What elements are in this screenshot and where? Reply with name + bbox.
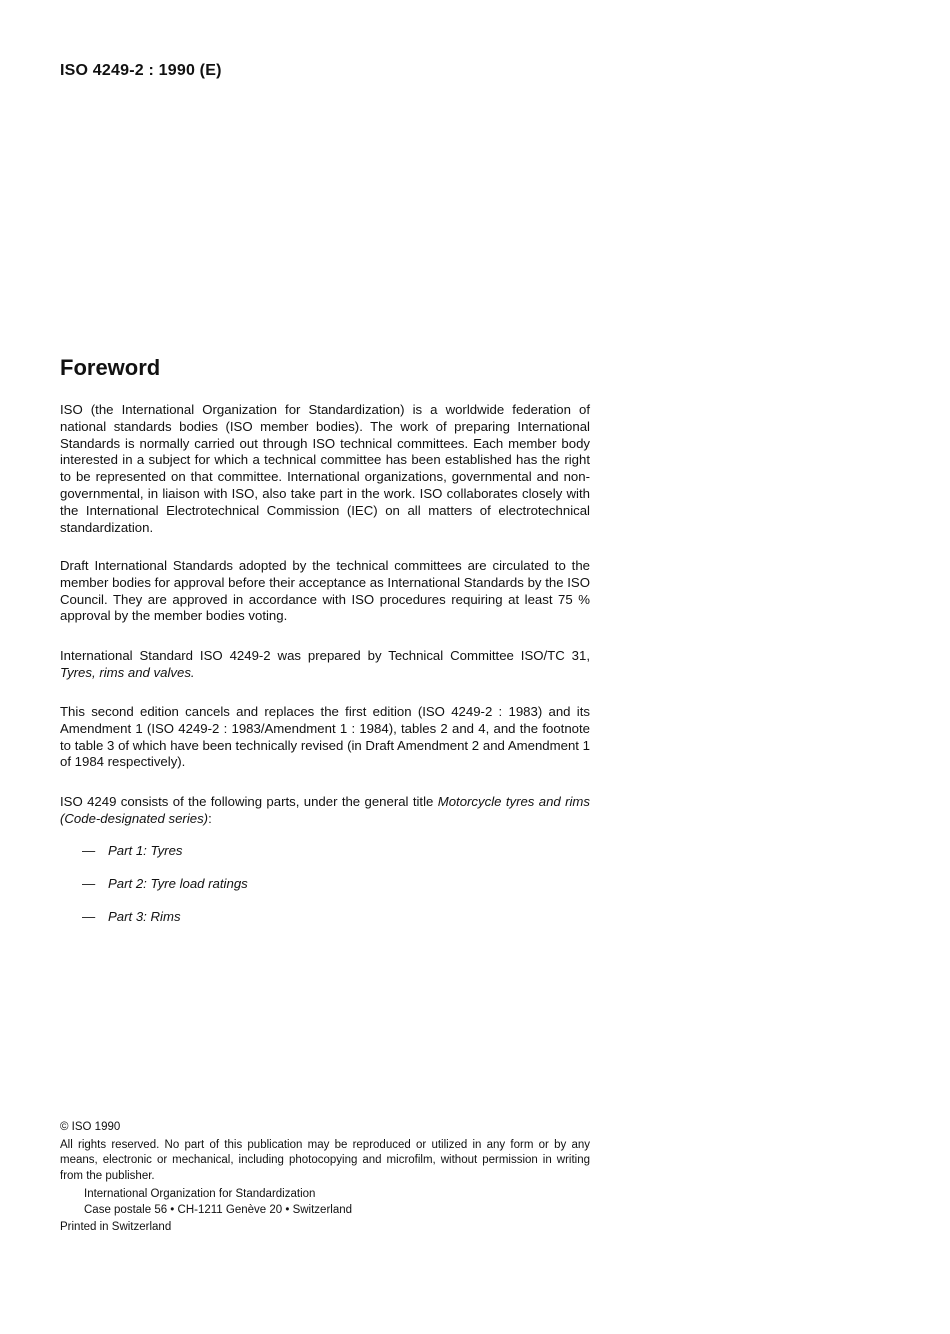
copyright-notice: © ISO 1990	[60, 1121, 121, 1133]
foreword-paragraph-2: Draft International Standards adopted by the technical committees are circulated to the member bodies for approval before their acceptance as International Standards by the ISO Council. They are approved in accordance with ISO procedures requiring at least 75 % approval by the member bodies voting.	[60, 558, 590, 624]
list-dash: —	[82, 876, 96, 891]
printed-location: Printed in Switzerland	[60, 1221, 172, 1233]
list-dash: —	[82, 909, 96, 924]
foreword-paragraph-4: This second edition cancels and replaces the first edition (ISO 4249-2 : 1983) and its Amendment 1 (ISO 4249-2 : 1983/Amendment 1 : 1984), tables 2 and 4, and the footnote to table 3 of which have been technically revised (in Draft Amendment 2 and Amendment 1 of 1984 respectively).	[60, 704, 590, 770]
paragraph-5-end: :	[208, 810, 212, 826]
general-title: Motorcycle tyres and rims (Code-designated series)	[60, 794, 590, 826]
organization-address: Case postale 56 • CH-1211 Genève 20 • Switzerland	[84, 1203, 353, 1216]
organization-name: International Organization for Standardization	[84, 1188, 316, 1200]
committee-title: Tyres, rims and valves.	[60, 664, 195, 680]
paragraph-3-text: International Standard ISO 4249-2 was prepared by Technical Committee ISO/TC 31,	[60, 648, 590, 663]
foreword-paragraph-1: ISO (the International Organization for Standardization) is a worldwide federation of national standards bodies (ISO member bodies). The work of preparing International Standards is normally carried out through ISO technical committees. Each member body interested in a subject for which a technical committee has been established has the right to be represented on that committee. International organizations, governmental and non-governmental, in liaison with ISO, also take part in the work. ISO collaborates closely with the International Electrotechnical Commission (IEC) on all matters of electrotechnical standardization.	[60, 402, 590, 535]
part-list-item	[82, 909, 181, 926]
part-list-item	[82, 843, 183, 860]
foreword-paragraph-3	[60, 648, 590, 682]
copyright-footer	[60, 1120, 590, 1236]
rights-statement: All rights reserved. No part of this publication may be reproduced or utilized in any form or by any means, electronic or mechanical, including photocopying and microfilm, without permission in writing from the publisher.	[60, 1138, 590, 1182]
part-label: Part 2: Tyre load ratings	[108, 876, 248, 891]
list-dash: —	[82, 843, 96, 858]
paragraph-5-text: ISO 4249 consists of the following parts, under the general title	[60, 794, 434, 809]
foreword-paragraph-5	[60, 794, 590, 828]
part-list-item	[82, 876, 248, 893]
foreword-heading: Foreword	[60, 355, 161, 380]
part-label: Part 1: Tyres	[108, 843, 183, 858]
part-label: Part 3: Rims	[108, 909, 181, 924]
document-header: ISO 4249-2 : 1990 (E)	[60, 62, 222, 79]
